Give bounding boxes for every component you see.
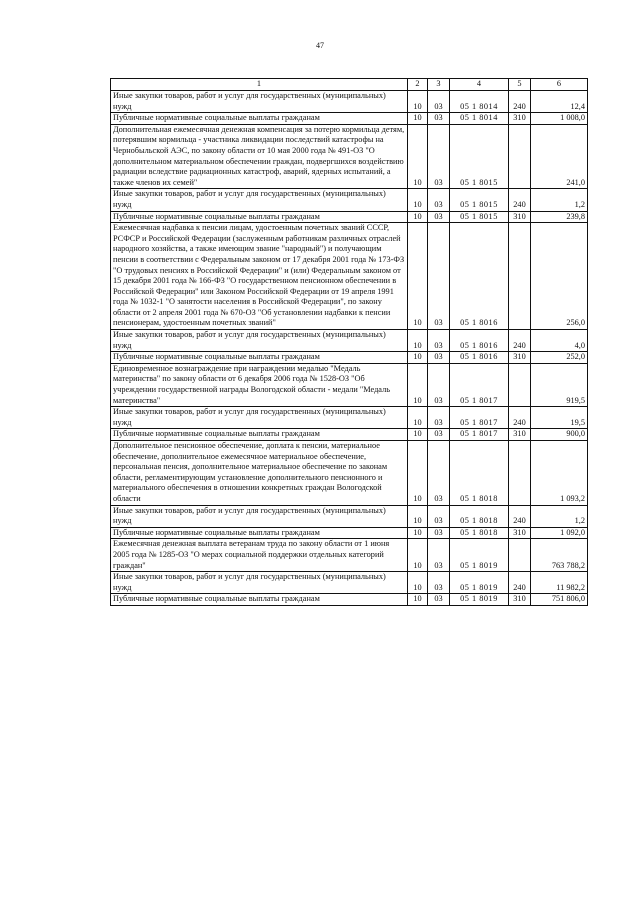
row-name-cell: Иные закупки товаров, работ и услуг для государственных (муниципальных) нужд (111, 505, 408, 527)
table-row (111, 223, 588, 330)
row-name-cell: Публичные нормативные социальные выплаты гражданам (111, 113, 408, 125)
row-subsection-cell: 03 (428, 407, 450, 429)
row-amount-cell: 763 788,2 (531, 539, 588, 572)
row-amount-cell: 919,5 (531, 363, 588, 406)
budget-table (110, 78, 588, 606)
table-row (111, 211, 588, 223)
row-section-cell: 10 (408, 594, 428, 606)
header-col-1: 1 (111, 79, 408, 91)
row-expense-type-cell (509, 441, 531, 506)
row-section-cell: 10 (408, 189, 428, 211)
row-name-cell: Иные закупки товаров, работ и услуг для государственных (муниципальных) нужд (111, 91, 408, 113)
row-expense-type-cell (509, 363, 531, 406)
budget-table-body (111, 79, 588, 606)
row-subsection-cell: 03 (428, 441, 450, 506)
table-row (111, 572, 588, 594)
row-name-cell: Публичные нормативные социальные выплаты гражданам (111, 211, 408, 223)
header-col-6: 6 (531, 79, 588, 91)
row-target-code-cell: 05 1 8019 (450, 572, 509, 594)
row-expense-type-cell: 310 (509, 352, 531, 364)
row-target-code-cell: 05 1 8015 (450, 211, 509, 223)
row-amount-cell: 4,0 (531, 330, 588, 352)
table-row (111, 124, 588, 189)
row-section-cell: 10 (408, 211, 428, 223)
table-row (111, 441, 588, 506)
row-amount-cell: 1,2 (531, 189, 588, 211)
row-subsection-cell: 03 (428, 211, 450, 223)
row-section-cell: 10 (408, 407, 428, 429)
row-amount-cell: 1 093,2 (531, 441, 588, 506)
row-expense-type-cell: 240 (509, 91, 531, 113)
row-subsection-cell: 03 (428, 363, 450, 406)
table-row (111, 539, 588, 572)
row-target-code-cell: 05 1 8014 (450, 91, 509, 113)
row-subsection-cell: 03 (428, 539, 450, 572)
row-expense-type-cell: 240 (509, 572, 531, 594)
row-target-code-cell: 05 1 8017 (450, 429, 509, 441)
row-section-cell: 10 (408, 352, 428, 364)
row-section-cell: 10 (408, 539, 428, 572)
row-subsection-cell: 03 (428, 572, 450, 594)
table-row (111, 429, 588, 441)
row-section-cell: 10 (408, 91, 428, 113)
row-expense-type-cell: 310 (509, 594, 531, 606)
row-section-cell: 10 (408, 124, 428, 189)
row-target-code-cell: 05 1 8019 (450, 539, 509, 572)
row-expense-type-cell: 310 (509, 429, 531, 441)
row-amount-cell: 1 008,0 (531, 113, 588, 125)
row-target-code-cell: 05 1 8015 (450, 189, 509, 211)
row-subsection-cell: 03 (428, 124, 450, 189)
row-name-cell: Публичные нормативные социальные выплаты гражданам (111, 352, 408, 364)
row-expense-type-cell: 310 (509, 113, 531, 125)
row-amount-cell: 1 092,0 (531, 527, 588, 539)
row-target-code-cell: 05 1 8014 (450, 113, 509, 125)
row-target-code-cell: 05 1 8015 (450, 124, 509, 189)
row-section-cell: 10 (408, 223, 428, 330)
row-amount-cell: 11 982,2 (531, 572, 588, 594)
header-col-2: 2 (408, 79, 428, 91)
table-row (111, 113, 588, 125)
table-row (111, 363, 588, 406)
row-amount-cell: 241,0 (531, 124, 588, 189)
row-expense-type-cell: 310 (509, 211, 531, 223)
row-name-cell: Публичные нормативные социальные выплаты гражданам (111, 594, 408, 606)
row-subsection-cell: 03 (428, 91, 450, 113)
row-target-code-cell: 05 1 8018 (450, 441, 509, 506)
row-subsection-cell: 03 (428, 594, 450, 606)
row-expense-type-cell (509, 124, 531, 189)
row-amount-cell: 256,0 (531, 223, 588, 330)
row-target-code-cell: 05 1 8016 (450, 330, 509, 352)
row-target-code-cell: 05 1 8019 (450, 594, 509, 606)
row-target-code-cell: 05 1 8018 (450, 527, 509, 539)
row-subsection-cell: 03 (428, 189, 450, 211)
header-col-5: 5 (509, 79, 531, 91)
row-amount-cell: 751 806,0 (531, 594, 588, 606)
page-number: 47 (316, 41, 324, 50)
table-row (111, 91, 588, 113)
row-target-code-cell: 05 1 8016 (450, 352, 509, 364)
row-expense-type-cell (509, 539, 531, 572)
row-amount-cell: 252,0 (531, 352, 588, 364)
row-expense-type-cell: 240 (509, 330, 531, 352)
row-name-cell: Дополнительное пенсионное обеспечение, доплата к пенсии, материальное обеспечение, дополнительное ежемесячное материальное обеспечение, персональная пенсия, дополнительное материальное обеспечение по законам области, регламентирующим установление дополнительного пенсионного и материального обеспечения в отношении конкретных граждан Вологодской области (111, 441, 408, 506)
row-section-cell: 10 (408, 527, 428, 539)
row-expense-type-cell: 310 (509, 527, 531, 539)
row-subsection-cell: 03 (428, 527, 450, 539)
row-name-cell: Публичные нормативные социальные выплаты гражданам (111, 429, 408, 441)
table-row (111, 352, 588, 364)
row-subsection-cell: 03 (428, 113, 450, 125)
row-subsection-cell: 03 (428, 330, 450, 352)
row-amount-cell: 1,2 (531, 505, 588, 527)
table-row (111, 407, 588, 429)
table-row (111, 189, 588, 211)
row-section-cell: 10 (408, 330, 428, 352)
row-amount-cell: 239,8 (531, 211, 588, 223)
row-name-cell: Дополнительная ежемесячная денежная компенсация за потерю кормильца детям, потерявшим кормильца - участника ликвидации последствий катастрофы на Чернобыльской АЭС, по закону области от 10 мая 2000 года № 491-ОЗ "О дополнительном материальном обеспечении граждан, подвергшихся воздействию радиации вследствие радиационных катастроф, аварий, ядерных испытаний, а также членов их семей" (111, 124, 408, 189)
table-row (111, 527, 588, 539)
row-target-code-cell: 05 1 8018 (450, 505, 509, 527)
header-row (111, 79, 588, 91)
row-subsection-cell: 03 (428, 223, 450, 330)
table-row (111, 330, 588, 352)
row-name-cell: Единовременное вознаграждение при награждении медалью "Медаль материнства" по закону области от 6 декабря 2006 года № 1528-ОЗ "Об учреждении государственной награды Вологодской области - медали "Медаль материнства" (111, 363, 408, 406)
row-amount-cell: 12,4 (531, 91, 588, 113)
header-col-3: 3 (428, 79, 450, 91)
row-target-code-cell: 05 1 8016 (450, 223, 509, 330)
table-row (111, 505, 588, 527)
header-col-4: 4 (450, 79, 509, 91)
row-subsection-cell: 03 (428, 505, 450, 527)
row-name-cell: Иные закупки товаров, работ и услуг для государственных (муниципальных) нужд (111, 189, 408, 211)
row-subsection-cell: 03 (428, 429, 450, 441)
row-expense-type-cell: 240 (509, 407, 531, 429)
row-target-code-cell: 05 1 8017 (450, 407, 509, 429)
row-section-cell: 10 (408, 572, 428, 594)
row-name-cell: Публичные нормативные социальные выплаты гражданам (111, 527, 408, 539)
table-row (111, 594, 588, 606)
row-name-cell: Иные закупки товаров, работ и услуг для государственных (муниципальных) нужд (111, 407, 408, 429)
row-section-cell: 10 (408, 363, 428, 406)
row-name-cell: Иные закупки товаров, работ и услуг для государственных (муниципальных) нужд (111, 330, 408, 352)
row-name-cell: Ежемесячная надбавка к пенсии лицам, удостоенным почетных званий СССР, РСФСР и Российской Федерации (заслуженным работникам различных отраслей народного хозяйства, а также имеющим звание "народный") и получающим пенсии в соответствии с Федеральным законом от 17 декабря 2001 года № 173-ФЗ "О трудовых пенсиях в Российской Федерации" и (или) Федеральным законом от 15 декабря 2001 года № 166-ФЗ "О государственном пенсионном обеспечении в Российской Федерации" или Законом Российской Федерации от 19 апреля 1991 года № 1032-1 "О занятости населения в Российской Федерации", по закону области от 2 апреля 2001 года № 670-ОЗ "Об установлении надбавки к пенсии пенсионерам, удостоенным почетных званий" (111, 223, 408, 330)
row-section-cell: 10 (408, 441, 428, 506)
row-section-cell: 10 (408, 505, 428, 527)
row-target-code-cell: 05 1 8017 (450, 363, 509, 406)
row-subsection-cell: 03 (428, 352, 450, 364)
row-amount-cell: 19,5 (531, 407, 588, 429)
row-amount-cell: 900,0 (531, 429, 588, 441)
row-name-cell: Ежемесячная денежная выплата ветеранам труда по закону области от 1 июня 2005 года № 1285-ОЗ "О мерах социальной поддержки отдельных категорий граждан" (111, 539, 408, 572)
row-section-cell: 10 (408, 429, 428, 441)
row-section-cell: 10 (408, 113, 428, 125)
row-expense-type-cell (509, 223, 531, 330)
row-name-cell: Иные закупки товаров, работ и услуг для государственных (муниципальных) нужд (111, 572, 408, 594)
row-expense-type-cell: 240 (509, 505, 531, 527)
row-expense-type-cell: 240 (509, 189, 531, 211)
